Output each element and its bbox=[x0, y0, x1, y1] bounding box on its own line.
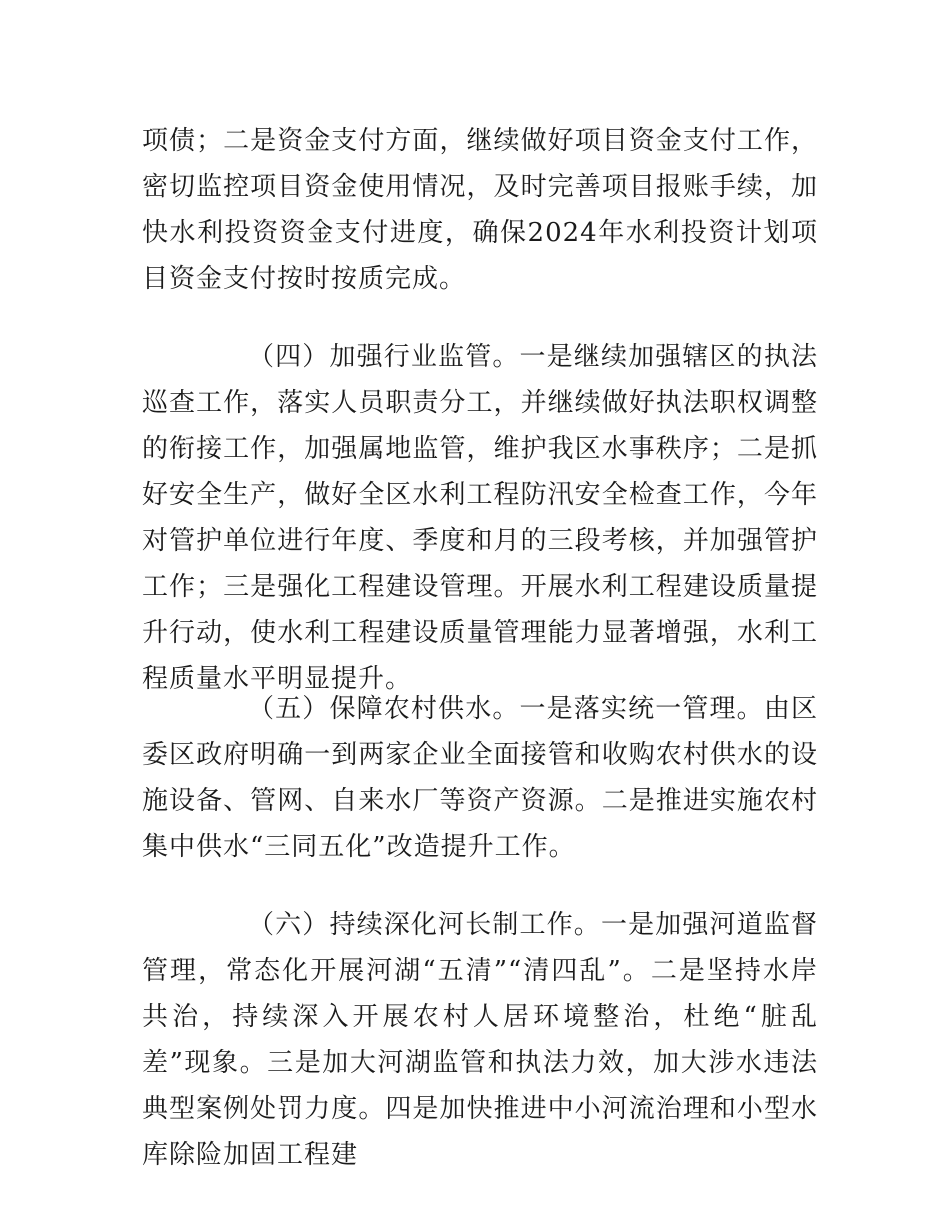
paragraph-rural-water-supply: （五）保障农村供水。一是落实统一管理。由区委区政府明确一到两家企业全面接管和收购农村供水的设施设备、管网、自来水厂等资产资源。二是推进实施农村集中供水“三同五化”改造提升工作。 bbox=[142, 694, 818, 862]
paragraph-funds-payment: 项债；二是资金支付方面，继续做好项目资金支付工作，密切监控项目资金使用情况，及时完善项目报账手续，加快水利投资资金支付进度，确保2024年水利投资计划项目资金支付按时按质完成。 bbox=[142, 126, 818, 294]
paragraph-river-chief-system: （六）持续深化河长制工作。一是加强河道监督管理，常态化开展河湖“五清”“清四乱”。二是坚持水岸共治，持续深入开展农村人居环境整治，杜绝“脏乱差”现象。三是加大河湖监管和执法力效，加大涉水违法典型案例处罚力度。四是加快推进中小河流治理和小型水库除险加固工程建 bbox=[142, 910, 818, 1170]
paragraph-industry-supervision: （四）加强行业监管。一是继续加强辖区的执法巡查工作，落实人员职责分工，并继续做好执法职权调整的衔接工作，加强属地监管，维护我区水事秩序；二是抓好安全生产，做好全区水利工程防汛安全检查工作，今年对管护单位进行年度、季度和月的三段考核，并加强管护工作；三是强化工程建设管理。开展水利工程建设质量提升行动，使水利工程建设质量管理能力显著增强，水利工程质量水平明显提升。 bbox=[142, 342, 818, 694]
